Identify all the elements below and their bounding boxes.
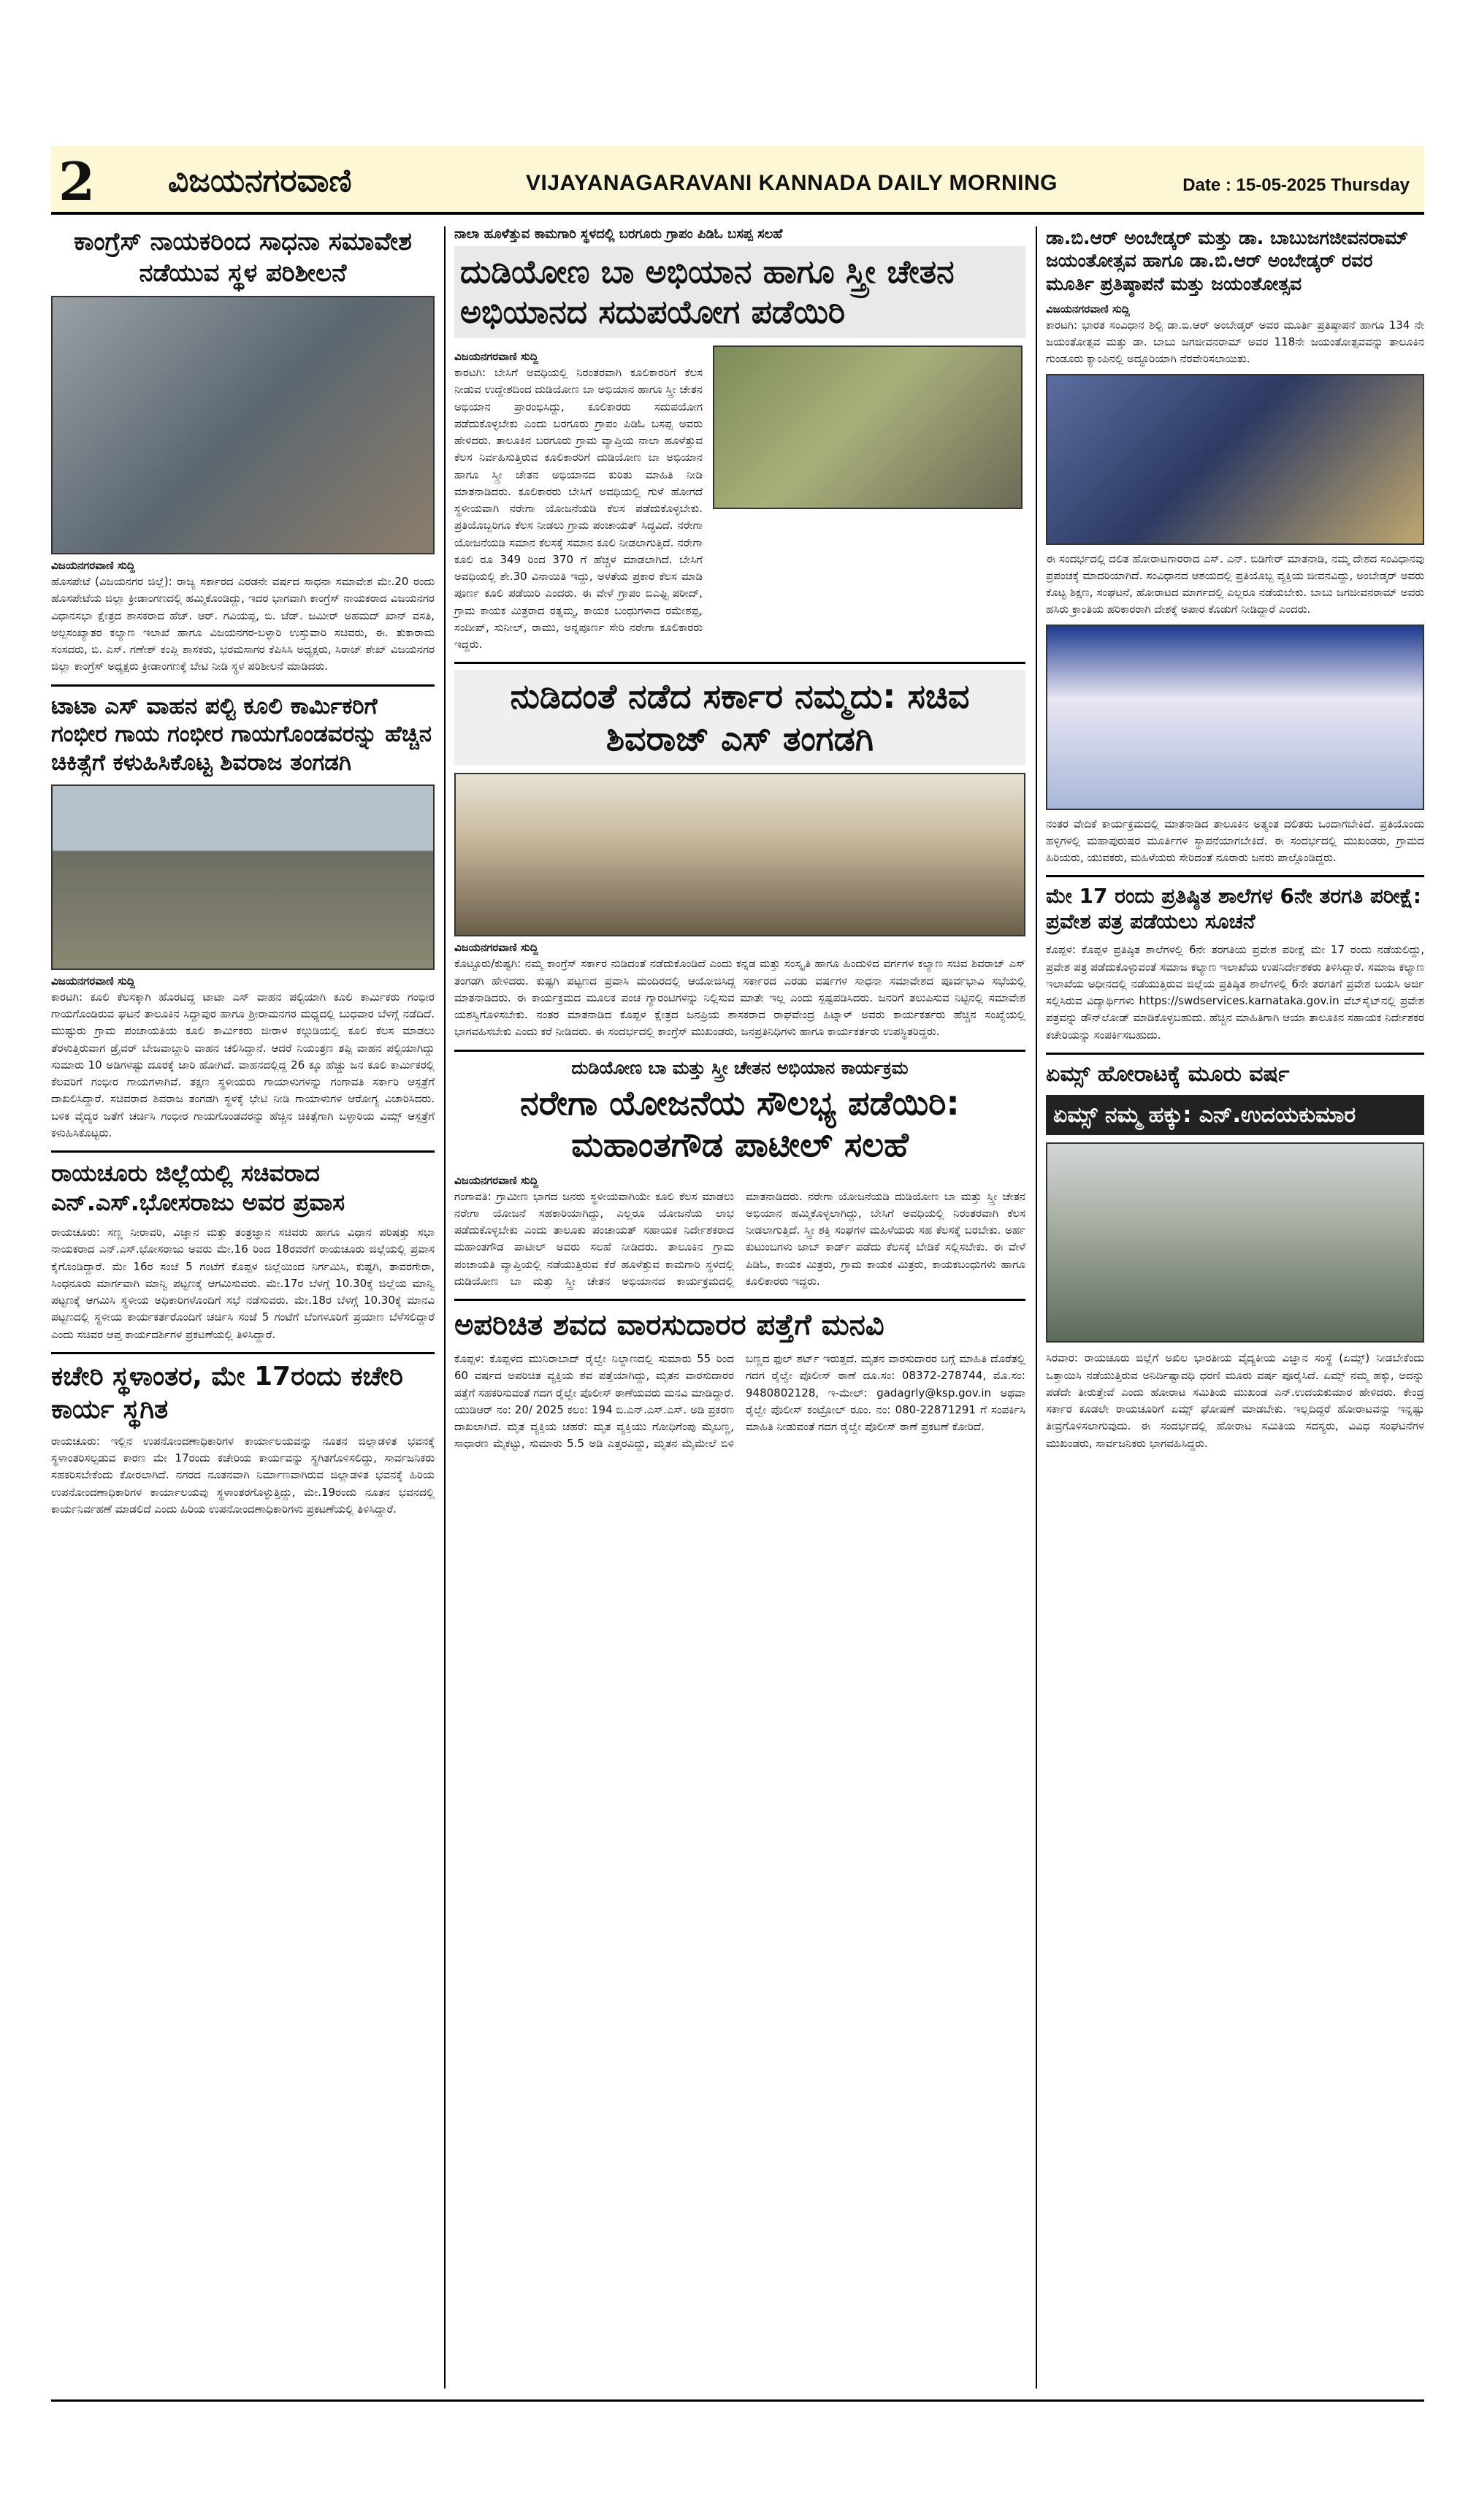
headline: ನುಡಿದಂತೆ ನಡೆದ ಸರ್ಕಾರ ನಮ್ಮದು: ಸಚಿವ ಶಿವರಾಜ್ ಎಸ್ ತಂಗಡಗಿ: [510, 676, 970, 758]
headline: ಕಚೇರಿ ಸ್ಥಳಾಂತರ, ಮೇ 17ರಂದು ಕಚೇರಿ ಕಾರ್ಯ ಸ್ಥಗಿತ: [51, 1361, 403, 1424]
byline: ವಿಜಯನಗರವಾಣಿ ಸುದ್ದಿ: [51, 559, 135, 572]
article-body: ಕಾರಟಗಿ: ಭಾರತ ಸಂವಿಧಾನ ಶಿಲ್ಪಿ ಡಾ.ಬಿ.ಆರ್ ಅಂಬೇಡ್ಕರ್ ಅವರ ಮೂರ್ತಿ ಪ್ರತಿಷ್ಠಾಪನೆ ಹಾಗೂ 134 ನೇ ಜಯಂತೋತ್ಸವ ಮತ್ತು ಡಾ. ಬಾಬು ಜಗಜೀವನರಾಮ್ ಅವರ 118ನೇ ಜಯಂತೋತ್ಸವವನ್ನು ತಾಲೂಕಿನ ಗುಂಡೂರು ಕ್ಯಾಂಪಿನಲ್ಲಿ ಅದ್ಧೂರಿಯಾಗಿ ನೆರವೇರಿಸಲಾಯಿತು.: [1046, 318, 1424, 366]
byline: ವಿಜಯನಗರವಾಣಿ ಸುದ್ದಿ: [1046, 302, 1130, 316]
article-body: ಕೊಪ್ಪಳ: ಕೊಪ್ಪಳ ಪ್ರತಿಷ್ಠಿತ ಶಾಲೆಗಳಲ್ಲಿ 6ನೇ ತರಗತಿಯ ಪ್ರವೇಶ ಪರೀಕ್ಷೆ ಮೇ 17 ರಂದು ನಡೆಯಲಿದ್ದು, ಪ್ರವೇಶ ಪತ್ರ ಪಡೆದುಕೊಳ್ಳುವಂತೆ ಸಮಾಜ ಕಲ್ಯಾಣ ಇಲಾಖೆಯ ಉಪನಿರ್ದೇಶಕರು ತಿಳಿಸಿದ್ದಾರೆ. ಸಮಾಜ ಕಲ್ಯಾಣ ಇಲಾಖೆಯ ಅಧೀನದಲ್ಲಿ ನಡೆಯುತ್ತಿರುವ ಜಿಲ್ಲೆಯ ಪ್ರತಿಷ್ಠಿತ ಶಾಲೆಗಳಲ್ಲಿ 6ನೇ ತರಗತಿಗೆ ಪ್ರವೇಶ ಬಯಸಿ ಅರ್ಜಿ ಸಲ್ಲಿಸಿರುವ ವಿದ್ಯಾರ್ಥಿಗಳು https://swdservices.karnataka.gov.in ವೆಬ್‌ಸೈಟ್‌ನಲ್ಲಿ ಪ್ರವೇಶ ಪತ್ರವನ್ನು ಡೌನ್‌ಲೋಡ್ ಮಾಡಿಕೊಳ್ಳಬಹುದು. ಹೆಚ್ಚಿನ ಮಾಹಿತಿಗಾಗಿ ಆಯಾ ತಾಲೂಕಿನ ಸಹಾಯಕ ನಿರ್ದೇಶಕರ ಕಚೇರಿಯನ್ನು ಸಂಪರ್ಕಿಸಬಹುದು.: [1046, 943, 1424, 1042]
photo-nrega-workers: [713, 345, 1023, 509]
headline: ಟಾಟಾ ಎಸ್ ವಾಹನ ಪಲ್ಟಿ ಕೂಲಿ ಕಾರ್ಮಿಕರಿಗೆ ಗಂಭೀರ ಗಾಯ ಗಂಭೀರ ಗಾಯಗೊಂಡವರನ್ನು ಹೆಚ್ಚಿನ ಚಿಕಿತ್ಸೆಗೆ ಕಳುಹಿಸಿಕೊಟ್ಟ ಶಿವರಾಜ ತಂಗಡಗಿ: [51, 692, 432, 776]
kicker: ನಾಲಾ ಹೂಳೆತ್ತುವ ಕಾಮಗಾರಿ ಸ್ಥಳದಲ್ಲಿ ಬರಗೂರು ಗ್ರಾಪಂ ಪಿಡಿಓ ಬಸಪ್ಪ ಸಲಹೆ: [454, 226, 783, 242]
article-accident: [51, 684, 435, 1142]
column-middle: [454, 226, 1025, 1453]
article-nrega-patil: [454, 1050, 1025, 1291]
article-samavesha: [51, 226, 435, 676]
article-nudidante: [454, 662, 1025, 1040]
photo-ambedkar-statue: [1046, 374, 1424, 545]
headline: ಏಮ್ಸ್ ನಮ್ಮ ಹಕ್ಕು: ಎನ್.ಉದಯಕುಮಾರ: [1046, 1095, 1424, 1135]
headline: ಮೇ 17 ರಂದು ಪ್ರತಿಷ್ಠಿತ ಶಾಲೆಗಳ 6ನೇ ತರಗತಿ ಪರೀಕ್ಷೆ: ಪ್ರವೇಶ ಪತ್ರ ಪಡೆಯಲು ಸೂಚನೆ: [1046, 884, 1421, 934]
kicker: ದುಡಿಯೋಣ ಬಾ ಮತ್ತು ಸ್ತ್ರೀ ಚೇತನ ಅಭಿಯಾನ ಕಾರ್ಯಕ್ರಮ: [571, 1057, 909, 1078]
newspaper-english-name: VIJAYANAGARAVANI KANNADA DAILY MORNING: [526, 171, 1058, 195]
article-body: ಹೊಸಪೇಟೆ (ವಿಜಯನಗರ ಜಿಲ್ಲೆ): ರಾಜ್ಯ ಸರ್ಕಾರದ ಎರಡನೇ ವರ್ಷದ ಸಾಧನಾ ಸಮಾವೇಶ ಮೇ.20 ರಂದು ಹೊಸಪೇಟೆಯ ಜಿಲ್ಲಾ ಕ್ರೀಡಾಂಗಣದಲ್ಲಿ ಹಮ್ಮಿಕೊಂಡಿದ್ದು, ಇದರ ಭಾಗವಾಗಿ ಕಾಂಗ್ರೆಸ್ ನಾಯಕರಾದ ವಿಜಯನಗರ ವಿಧಾನಸಭಾ ಕ್ಷೇತ್ರದ ಶಾಸಕರಾದ ಹೆಚ್. ಆರ್. ಗವಿಯಪ್ಪ, ಬಿ. ಜೆಡ್. ಜಮೀರ್ ಅಹಮದ್ ಖಾನ್ ವಸತಿ, ಅಲ್ಪಸಂಖ್ಯಾತರ ಕಲ್ಯಾಣ ಇಲಾಖೆ ಹಾಗೂ ವಿಜಯನಗರ-ಬಳ್ಳಾರಿ ಉಸ್ತುವಾರಿ ಸಚಿವರು, ಈ. ತುಕಾರಾಮ ಸಂಸದರು, ಬಿ. ಎಸ್. ಗಣೇಶ್ ಕಂಪ್ಲಿ ಶಾಸಕರು, ಭರಮಸಾಗರ ಕೆಪಿಸಿಸಿ ಅಧ್ಯಕ್ಷರು, ಸಿರಾಜ್ ಶೇಖ್ ವಿಜಯನಗರ ಜಿಲ್ಲಾ ಕಾಂಗ್ರೆಸ್ ಅಧ್ಯಕ್ಷರು ಕ್ರೀಡಾಂಗಣಕ್ಕೆ ಬೇಟಿ ನೀಡಿ ಸ್ಥಳ ಪರಿಶೀಲನೆ ಮಾಡಿದರು.: [51, 575, 435, 673]
article-office-shift: [51, 1352, 435, 1518]
headline-box: [454, 246, 1025, 338]
article-body: ಈ ಸಂದರ್ಭದಲ್ಲಿ ದಲಿತ ಹೋರಾಟಗಾರರಾದ ಎಸ್. ಎನ್. ಬಿಡಿಗೇರ್ ಮಾತನಾಡಿ, ನಮ್ಮ ದೇಶದ ಸಂವಿಧಾನವು ಪ್ರಪಂಚಕ್ಕೆ ಮಾದರಿಯಾಗಿದೆ. ಸಂವಿಧಾನದ ಆಶಯದಲ್ಲಿ ಪ್ರತಿಯೊಬ್ಬ ವ್ಯಕ್ತಿಯ ಜೀವನವಿದ್ದು, ಅಂಬೇಡ್ಕರ್ ಅವರು ಕೊಟ್ಟ ಶಿಕ್ಷಣ, ಸಂಘಟನೆ, ಹೋರಾಟದ ಮಾರ್ಗದಲ್ಲಿ ಎಲ್ಲರೂ ನಡೆಯಬೇಕು. ಬಾಬು ಜಗಜೀವನರಾಮ್ ಅವರು ಹಸಿರು ಕ್ರಾಂತಿಯ ಹರಿಕಾರರಾಗಿ ದೇಶಕ್ಕೆ ಅಪಾರ ಕೊಡುಗೆ ನೀಡಿದ್ದಾರೆ ಎಂದರು.: [1046, 551, 1424, 616]
article-body: ಗಂಗಾವತಿ: ಗ್ರಾಮೀಣ ಭಾಗದ ಜನರು ಸ್ಥಳೀಯವಾಗಿಯೇ ಕೂಲಿ ಕೆಲಸ ಮಾಡಲು ನರೇಗಾ ಯೋಜನೆ ಸಹಕಾರಿಯಾಗಿದ್ದು, ಎಲ್ಲರೂ ಯೋಜನೆಯ ಲಾಭ ಪಡೆದುಕೊಳ್ಳಬೇಕು ಎಂದು ತಾಲೂಕು ಪಂಚಾಯತ್ ಸಹಾಯಕ ನಿರ್ದೇಶಕರಾದ ಮಹಾಂತಗೌಡ ಪಾಟೀಲ್ ಅವರು ಸಲಹೆ ನೀಡಿದರು. ತಾಲೂಕಿನ ಗ್ರಾಮ ಪಂಚಾಯತಿ ವ್ಯಾಪ್ತಿಯಲ್ಲಿ ನಡೆಯುತ್ತಿರುವ ಕೆರೆ ಹೂಳೆತ್ತುವ ಕಾಮಗಾರಿ ಸ್ಥಳದಲ್ಲಿ ದುಡಿಯೋಣ ಬಾ ಮತ್ತು ಸ್ತ್ರೀ ಚೇತನ ಅಭಿಯಾನದ ಕಾರ್ಯಕ್ರಮದಲ್ಲಿ ಮಾತನಾಡಿದರು. ನರೇಗಾ ಯೋಜನೆಯಡಿ ದುಡಿಯೋಣ ಬಾ ಮತ್ತು ಸ್ತ್ರೀ ಚೇತನ ಅಭಿಯಾನ ಹಮ್ಮಿಕೊಳ್ಳಲಾಗಿದ್ದು, ಬೇಸಿಗೆ ಅವಧಿಯಲ್ಲಿ ನಿರಂತರವಾಗಿ ಕೆಲಸ ನೀಡಲಾಗುತ್ತಿದೆ. ಸ್ತ್ರೀ ಶಕ್ತಿ ಸಂಘಗಳ ಮಹಿಳೆಯರು ಸಹ ಕೆಲಸಕ್ಕೆ ಬರಬೇಕು. ಅರ್ಹ ಕುಟುಂಬಗಳು ಜಾಬ್ ಕಾರ್ಡ್ ಪಡೆದು ಕೆಲಸಕ್ಕೆ ಬೇಡಿಕೆ ಸಲ್ಲಿಸಬೇಕು. ಈ ವೇಳೆ ಪಿಡಿಓ, ಕಾಯಕ ಮಿತ್ರರು, ಗ್ರಾಮ ಕಾಯಕ ಮಿತ್ರರು, ಕಾಯಕಬಂಧುಗಳು ಹಾಗೂ ಕೂಲಿಕಾರರು ಇದ್ದರು.: [454, 1189, 1025, 1288]
masthead: [51, 146, 1424, 215]
article-body: ಸಿರವಾರ: ರಾಯಚೂರು ಜಿಲ್ಲೆಗೆ ಅಖಿಲ ಭಾರತೀಯ ವೈದ್ಯಕೀಯ ವಿಜ್ಞಾನ ಸಂಸ್ಥೆ (ಏಮ್ಸ್) ನೀಡಬೇಕೆಂದು ಒತ್ತಾಯಿಸಿ ನಡೆಯುತ್ತಿರುವ ಅನಿರ್ದಿಷ್ಟಾವಧಿ ಧರಣಿ ಮೂರು ವರ್ಷ ಪೂರೈಸಿದೆ. ಏಮ್ಸ್ ನಮ್ಮ ಹಕ್ಕು, ಅದನ್ನು ಪಡೆದೇ ತೀರುತ್ತೇವೆ ಎಂದು ಹೋರಾಟ ಸಮಿತಿಯ ಮುಖಂಡ ಎನ್.ಉದಯಕುಮಾರ ಹೇಳಿದರು. ಕೇಂದ್ರ ಸರ್ಕಾರ ಕೂಡಲೇ ರಾಯಚೂರಿಗೆ ಏಮ್ಸ್ ಘೋಷಣೆ ಮಾಡಬೇಕು. ಇಲ್ಲದಿದ್ದರೆ ಹೋರಾಟವನ್ನು ಇನ್ನಷ್ಟು ತೀವ್ರಗೊಳಿಸಲಾಗುವುದು. ಈ ಸಂದರ್ಭದಲ್ಲಿ ಹೋರಾಟ ಸಮಿತಿಯ ಸದಸ್ಯರು, ವಿವಿಧ ಸಂಘಟನೆಗಳ ಮುಖಂಡರು, ಸಾರ್ವಜನಿಕರು ಭಾಗವಹಿಸಿದ್ದರು.: [1046, 1351, 1424, 1450]
newspaper-logo: ವಿಜಯನಗರವಾಣಿ: [168, 162, 352, 199]
byline: ವಿಜಯನಗರವಾಣಿ ಸುದ್ದಿ: [51, 974, 135, 988]
article-body: ಕಾರಟಗಿ: ಕೂಲಿ ಕೆಲಸಕ್ಕಾಗಿ ಹೊರಟಿದ್ದ ಟಾಟಾ ಎಸ್ ವಾಹನ ಪಲ್ಟಿಯಾಗಿ ಕೂಲಿ ಕಾರ್ಮಿಕರು ಗಂಭೀರ ಗಾಯಗೊಂಡಿರುವ ಘಟನೆ ತಾಲೂಕಿನ ಸಿದ್ದಾಪುರ ಹಾಗೂ ಶ್ರೀರಾಮನಗರ ಮಧ್ಯದಲ್ಲಿ ಬುಧವಾರ ಬೆಳಗ್ಗೆ ನಡೆದಿದೆ. ಮುಷ್ಟುರು ಗ್ರಾಮ ಪಂಚಾಯತಿಯ ಕೂಲಿ ಕಾರ್ಮಿಕರು ಜೀರಾಳ ಕಲ್ಗುಡಿಯಲ್ಲಿ ಕೂಲಿ ಕೆಲಸ ಮಾಡಲು ತೆರಳುತ್ತಿರುವಾಗ ಡ್ರೈವರ್ ಬೇಜವಾಬ್ದಾರಿ ವಾಹನ ಚಲಿಸಿದ್ದಾನೆ. ಆದರೆ ನಿಯಂತ್ರಣ ತಪ್ಪಿ ವಾಹನ ಪಲ್ಟಿಯಾಗಿದ್ದು ಸುಮಾರು 10 ಅಡಿಗಳಷ್ಟು ದೂರಕ್ಕೆ ಜಾರಿ ಹೋಗಿದೆ. ವಾಹನದಲ್ಲಿದ್ದ 26 ಕ್ಕೂ ಹೆಚ್ಚು ಜನ ಕೂಲಿ ಕಾರ್ಮಿಕರಲ್ಲಿ ಕೆಲವರಿಗೆ ಗಂಭೀರ ಗಾಯಗಳಾಗಿವೆ. ತಕ್ಷಣ ಸ್ಥಳೀಯರು ಗಾಯಾಳುಗಳನ್ನು ಗಂಗಾವತಿ ಸರ್ಕಾರಿ ಆಸ್ಪತ್ರೆಗೆ ದಾಖಲಿಸಿದ್ದಾರೆ. ಸಚಿವರಾದ ಶಿವರಾಜ ತಂಗಡಗಿ ಸ್ಥಳಕ್ಕೆ ಭೇಟಿ ನೀಡಿ ಗಾಯಾಳುಗಳ ಆರೋಗ್ಯ ವಿಚಾರಿಸಿದರು. ಬಳಿಕ ವೈದ್ಯರ ಜತೆಗೆ ಚರ್ಚಿಸಿ ಗಂಭೀರ ಗಾಯಗೊಂಡವರನ್ನು ಹೆಚ್ಚಿನ ಚಿಕಿತ್ಸೆಗಾಗಿ ಬಳ್ಳಾರಿಯ ವಿಮ್ಸ್ ಆಸ್ಪತ್ರೆಗೆ ಕಳುಹಿಸಿಕೊಟ್ಟರು.: [51, 990, 435, 1139]
photo-accident-scene: [51, 784, 435, 970]
article-ambedkar: [1046, 226, 1424, 866]
page-bottom-rule: [51, 2399, 1424, 2402]
article-dudiyona-ba: [454, 226, 1025, 653]
article-body: ರಾಯಚೂರು: ಸಣ್ಣ ನೀರಾವರಿ, ವಿಜ್ಞಾನ ಮತ್ತು ತಂತ್ರಜ್ಞಾನ ಸಚಿವರು ಹಾಗೂ ವಿಧಾನ ಪರಿಷತ್ತು ಸಭಾ ನಾಯಕರಾದ ಎನ್.ಎಸ್.ಭೋಸರಾಜು ಅವರು ಮೇ.16 ರಿಂದ 18ರವರೆಗೆ ರಾಯಚೂರು ಜಿಲ್ಲೆಯಲ್ಲಿ ಪ್ರವಾಸ ಕೈಗೊಂಡಿದ್ದಾರೆ. ಮೇ 16ರ ಸಂಜೆ 5 ಗಂಟೆಗೆ ಕೊಪ್ಪಳ ಜಿಲ್ಲೆಯಿಂದ ನಿರ್ಗಮಿಸಿ, ಕುಷ್ಟಗಿ, ತಾವರಗೇರಾ, ಸಿಂಧನೂರು ಮಾರ್ಗವಾಗಿ ಮಾನ್ವಿ ಪಟ್ಟಣಕ್ಕೆ ಆಗಮಿಸುವರು. ಮೇ.17ರ ಬೆಳಗ್ಗೆ 10.30ಕ್ಕೆ ಜಿಲ್ಲೆಯ ಮಾನ್ವಿ ಪಟ್ಟಣಕ್ಕೆ ಆಗಮಿಸಿ ಸ್ಥಳೀಯ ಅಧಿಕಾರಿಗಳೊಂದಿಗೆ ಸಭೆ ನಡೆಸುವರು. ಮೇ.18ರ ಬೆಳಗ್ಗೆ 10.30ಕ್ಕೆ ಮಾನವಿ ಪಟ್ಟಣದಲ್ಲಿ ಸ್ಥಳೀಯ ಕಾರ್ಯಕರ್ತರೊಂದಿಗೆ ಚರ್ಚಿಸಿ ಸಂಜೆ 5 ಗಂಟೆಗೆ ಬೆಂಗಳೂರಿಗೆ ಪ್ರಯಾಣ ಬೆಳೆಸಲಿದ್ದಾರೆ ಎಂದು ಸಚಿವರ ಆಪ್ತ ಕಾರ್ಯದರ್ಶಿಗಳ ಪ್ರಕಟಣೆಯಲ್ಲಿ ತಿಳಿಸಿದ್ದಾರೆ.: [51, 1226, 435, 1341]
headline: ಡಾ.ಬಿ.ಆರ್ ಅಂಬೇಡ್ಕರ್ ಮತ್ತು ಡಾ. ಬಾಬುಜಗಜೀವನರಾಮ್ ಜಯಂತೋತ್ಸವ ಹಾಗೂ ಡಾ.ಬಿ.ಆರ್ ಅಂಬೇಡ್ಕರ್ ರವರ ಮೂರ್ತಿ ಪ್ರತಿಷ್ಠಾಪನೆ ಮತ್ತು ಜಯಂತೋತ್ಸವ: [1046, 227, 1408, 294]
article-unidentified-body: [454, 1299, 1025, 1453]
byline: ವಿಜಯನಗರವಾಣಿ ಸುದ್ದಿ: [454, 941, 538, 955]
article-body: ಕಾರಟಗಿ: ಬೇಸಿಗೆ ಅವಧಿಯಲ್ಲಿ ನಿರಂತರವಾಗಿ ಕೂಲಿಕಾರರಿಗೆ ಕೆಲಸ ನೀಡುವ ಉದ್ದೇಶದಿಂದ ದುಡಿಯೋಣ ಬಾ ಅಭಿಯಾನ ಹಾಗೂ ಸ್ತ್ರೀ ಚೇತನ ಅಭಿಯಾನ ಪ್ರಾರಂಭಿಸಿದ್ದು, ಕೂಲಿಕಾರರು ಸದುಪಯೋಗ ಪಡೆದುಕೊಳ್ಳಬೇಕು ಎಂದು ಬರಗೂರು ಗ್ರಾಪಂ ಪಿಡಿಓ ಬಸಪ್ಪ ಅವರು ಹೇಳಿದರು. ತಾಲೂಕಿನ ಬರಗೂರು ಗ್ರಾಮ ವ್ಯಾಪ್ತಿಯ ನಾಲಾ ಹೂಳೆತ್ತುವ ಕೆಲಸ ನಿರ್ವಹಿಸುತ್ತಿರುವ ಕೂಲಿಕಾರರಿಗೆ ದುಡಿಯೋಣ ಬಾ ಅಭಿಯಾನ ಹಾಗೂ ಸ್ತ್ರೀ ಚೇತನ ಅಭಿಯಾನದ ಕುರಿತು ಮಾಹಿತಿ ನೀಡಿ ಮಾತನಾಡಿದರು. ಕೂಲಿಕಾರರು ಬೇಸಿಗೆ ಅವಧಿಯಲ್ಲಿ ಗುಳೆ ಹೋಗದೆ ಸ್ಥಳೀಯವಾಗಿ ನರೇಗಾ ಯೋಜನೆಯಡಿ ಕೆಲಸ ಪಡೆದುಕೊಳ್ಳಬೇಕು. ಪ್ರತಿಯೊಬ್ಬರಿಗೂ ಕೆಲಸ ನೀಡಲು ಗ್ರಾಮ ಪಂಚಾಯತ್ ಸಿದ್ಧವಿದೆ. ನರೇಗಾ ಯೋಜನೆಯಡಿ ಸಮಾನ ಕೆಲಸಕ್ಕೆ ಸಮಾನ ಕೂಲಿ ನೀಡಲಾಗುತ್ತಿದೆ. ನರೇಗಾ ಕೂಲಿ ರೂ 349 ರಿಂದ 370 ಗೆ ಹೆಚ್ಚಳ ಮಾಡಲಾಗಿದೆ. ಬೇಸಿಗೆ ಅವಧಿಯಲ್ಲಿ ಶೇ.30 ವಿನಾಯಿತಿ ಇದ್ದು, ಅಳತೆಯ ಪ್ರಕಾರ ಕೆಲಸ ಮಾಡಿ ಪೂರ್ಣ ಕೂಲಿ ಪಡೆಯಿರಿ ಎಂದರು. ಈ ವೇಳೆ ಗ್ರಾಪಂ ಬಿಎಫ್ಟಿ ಪರೀದ್, ಗ್ರಾಮ ಕಾಯಕ ಮಿತ್ರರಾದ ರತ್ನಮ್ಮ, ಕಾಯಕ ಬಂಧುಗಳಾದ ರಮೇಶಪ್ಪ, ಸಂದೀಪ್, ಸುನೀಲ್, ರಾಮು, ಅನ್ನಪೂರ್ಣ ಸೇರಿ ನರೇಗಾ ಕೂಲಿಕಾರರು ಇದ್ದರು.: [454, 366, 703, 651]
kicker: ಏಮ್ಸ್ ಹೋರಾಟಕ್ಕೆ ಮೂರು ವರ್ಷ: [1046, 1061, 1290, 1087]
article-body: ಕೊಪ್ಪಳ: ಕೊಪ್ಪಳದ ಮುನಿರಾಬಾದ್ ರೈಲ್ವೇ ನಿಲ್ದಾಣದಲ್ಲಿ ಸುಮಾರು 55 ರಿಂದ 60 ವರ್ಷದ ಅಪರಿಚಿತ ವ್ಯಕ್ತಿಯ ಶವ ಪತ್ತೆಯಾಗಿದ್ದು, ಮೃತನ ವಾರಸುದಾರರ ಪತ್ತೆಗೆ ಸಹಕರಿಸುವಂತೆ ಗದಗ ರೈಲ್ವೇ ಪೊಲೀಸ್ ಠಾಣೆಯವರು ಮನವಿ ಮಾಡಿದ್ದಾರೆ. ಯುಡಿಆರ್ ನಂ: 20/ 2025 ಕಲಂ: 194 ಬಿ.ಎನ್.ಎಸ್.ಎಸ್. ಅಡಿ ಪ್ರಕರಣ ದಾಖಲಾಗಿದೆ. ಮೃತ ವ್ಯಕ್ತಿಯ ಚಹರೆ: ಮೃತ ವ್ಯಕ್ತಿಯು ಗೋಧಿಗೆಂಪು ಮೈಬಣ್ಣ, ಸಾಧಾರಣ ಮೈಕಟ್ಟು, ಸುಮಾರು 5.5 ಅಡಿ ಎತ್ತರವಿದ್ದು, ಮೃತನ ಮೈಮೇಲೆ ಬಿಳಿ ಬಣ್ಣದ ಫುಲ್ ಶರ್ಟ್ ಇರುತ್ತದೆ. ಮೃತನ ವಾರಸುದಾರರ ಬಗ್ಗೆ ಮಾಹಿತಿ ದೊರೆತಲ್ಲಿ ಗದಗ ರೈಲ್ವೇ ಪೊಲೀಸ್ ಠಾಣೆ ದೂ.ಸಂ: 08372-278744, ಮೊ.ಸಂ: 9480802128, ಇ-ಮೇಲ್: gadagrly@ksp.gov.in ಅಥವಾ ರೈಲ್ವೇ ಪೊಲೀಸ್ ಕಂಟ್ರೋಲ್ ರೂಂ. ನಂ: 080-22871291 ಗೆ ಸಂಪರ್ಕಿಸಿ ಮಾಹಿತಿ ನೀಡುವಂತೆ ಗದಗ ರೈಲ್ವೇ ಪೊಲೀಸ್ ಠಾಣೆ ಪ್ರಕಟಣೆ ಕೋರಿದೆ.: [454, 1352, 1025, 1451]
column-right: [1046, 226, 1424, 1452]
headline: ನರೇಗಾ ಯೋಜನೆಯ ಸೌಲಭ್ಯ ಪಡೆಯಿರಿ: ಮಹಾಂತಗೌಡ ಪಾಟೀಲ್ ಸಲಹೆ: [520, 1083, 960, 1164]
photo-aiims-protest: [1046, 1142, 1424, 1343]
article-body: ಕೊಟ್ಟೂರು/ಕುಷ್ಟಗಿ: ನಮ್ಮ ಕಾಂಗ್ರೆಸ್ ಸರ್ಕಾರ ನುಡಿದಂತೆ ನಡೆದುಕೊಂಡಿದೆ ಎಂದು ಕನ್ನಡ ಮತ್ತು ಸಂಸ್ಕೃತಿ ಹಾಗೂ ಹಿಂದುಳಿದ ವರ್ಗಗಳ ಕಲ್ಯಾಣ ಸಚಿವ ಶಿವರಾಜ್ ಎಸ್ ತಂಗಡಗಿ ಹೇಳಿದರು. ಕುಷ್ಟಗಿ ಪಟ್ಟಣದ ಪ್ರವಾಸಿ ಮಂದಿರದಲ್ಲಿ ಆಯೋಜಿಸಿದ್ದ ಸರ್ಕಾರದ ಎರಡು ವರ್ಷಗಳ ಸಾಧನಾ ಸಮಾವೇಶದ ಪೂರ್ವಭಾವಿ ಸಭೆಯಲ್ಲಿ ಮಾತನಾಡಿದರು. ಈ ಕಾರ್ಯಕ್ರಮದ ಮೂಲಕ ಪಂಚ ಗ್ಯಾರಂಟಿಗಳನ್ನು ನಿಲ್ಲಿಸುವ ಮಾತೇ ಇಲ್ಲ ಎಂದು ಸ್ಪಷ್ಟಪಡಿಸಿದರು. ಜನರಿಗೆ ತಲುಪಿಸುವ ನಿಟ್ಟಿನಲ್ಲಿ ಸಮಾವೇಶ ಯಶಸ್ವಿಗೊಳಿಸಬೇಕು. ನಂತರ ಮಾತನಾಡಿದ ಕೊಪ್ಪಳ ಕ್ಷೇತ್ರದ ಜನಪ್ರಿಯ ಶಾಸಕರಾದ ರಾಘವೇಂದ್ರ ಹಿಟ್ನಾಳ್ ಅವರು ಕಾರ್ಯಕರ್ತರು ಹೆಚ್ಚಿನ ಸಂಖ್ಯೆಯಲ್ಲಿ ಭಾಗವಹಿಸಬೇಕು ಎಂದು ಕರೆ ನೀಡಿದರು. ಈ ಸಂದರ್ಭದಲ್ಲಿ ಕಾಂಗ್ರೆಸ್ ಮುಖಂಡರು, ಜನಪ್ರತಿನಿಧಿಗಳು ಹಾಗೂ ಕಾರ್ಯಕರ್ತರು ಉಪಸ್ಥಿತರಿದ್ದರು.: [454, 957, 1025, 1039]
photo-stadium-visit: [51, 296, 435, 554]
column-left: [51, 226, 435, 1518]
headline-box: [454, 670, 1025, 765]
column-divider: [444, 226, 446, 2389]
article-body: ರಾಯಚೂರು: ಇಲ್ಲಿನ ಉಪನೋಂದಣಾಧಿಕಾರಿಗಳ ಕಾರ್ಯಾಲಯವನ್ನು ನೂತನ ಜಿಲ್ಲಾಡಳಿತ ಭವನಕ್ಕೆ ಸ್ಥಳಾಂತರಿಸಲ್ಪಡುವ ಕಾರಣ ಮೇ 17ರಂದು ಕಚೇರಿಯ ಕಾರ್ಯವನ್ನು ಸ್ಥಗಿತಗೊಳಿಸಲಿದ್ದು, ಸಾರ್ವಜನಿಕರು ಸಹಕರಿಸಬೇಕೆಂದು ಕೋರಲಾಗಿದೆ. ನಗರದ ನೂತನವಾಗಿ ನಿರ್ಮಾಣವಾಗಿರುವ ಜಿಲ್ಲಾಡಳಿತ ಭವನಕ್ಕೆ ಹಿರಿಯ ಉಪನೋಂದಣಾಧಿಕಾರಿಗಳ ಕಾರ್ಯಾಲಯವು ಸ್ಥಳಾಂತರಗೊಳ್ಳುತ್ತಿದ್ದು, ಮೇ.19ರಂದು ನೂತನ ಭವನದಲ್ಲಿ ಕಾರ್ಯನಿರ್ವಹಣೆ ಮಾಡಲಿದೆ ಎಂದು ಹಿರಿಯ ಉಪನೋಂದಣಾಧಿಕಾರಿಗಳು ಪ್ರಕಟಣೆಯಲ್ಲಿ ತಿಳಿಸಿದ್ದಾರೆ.: [51, 1434, 435, 1516]
issue-date: Date : 15-05-2025 Thursday: [1182, 175, 1410, 195]
photo-ambedkar-stage: [1046, 625, 1424, 810]
headline: ದುಡಿಯೋಣ ಬಾ ಅಭಿಯಾನ ಹಾಗೂ ಸ್ತ್ರೀ ಚೇತನ ಅಭಿಯಾನದ ಸದುಪಯೋಗ ಪಡೆಯಿರಿ: [460, 253, 955, 331]
article-body: ನಂತರ ವೇದಿಕೆ ಕಾರ್ಯಕ್ರಮದಲ್ಲಿ ಮಾತನಾಡಿದ ತಾಲೂಕಿನ ಅತ್ಯಂತ ದಲಿತರು ಒಂದಾಗಬೇಕಿದೆ. ಪ್ರತಿಯೊಂದು ಹಳ್ಳಿಗಳಲ್ಲಿ ಮಹಾಪುರುಷರ ಮೂರ್ತಿಗಳ ಸ್ಥಾಪನೆಯಾಗಬೇಕಿದೆ. ಈ ಸಂದರ್ಭದಲ್ಲಿ ಮುಖಂಡರು, ಗ್ರಾಮದ ಹಿರಿಯರು, ಯುವಕರು, ಮಹಿಳೆಯರು ಸೇರಿದಂತೆ ನೂರಾರು ಜನರು ಪಾಲ್ಗೊಂಡಿದ್ದರು.: [1046, 817, 1424, 864]
headline: ಅಪರಿಚಿತ ಶವದ ವಾರಸುದಾರರ ಪತ್ತೆಗೆ ಮನವಿ: [454, 1308, 884, 1342]
headline: ಕಾಂಗ್ರೆಸ್ ನಾಯಕರಿಂದ ಸಾಧನಾ ಸಮಾವೇಶ ನಡೆಯುವ ಸ್ಥಳ ಪರಿಶೀಲನೆ: [74, 227, 412, 288]
article-aiims: [1046, 1053, 1424, 1452]
headline: ರಾಯಚೂರು ಜಿಲ್ಲೆಯಲ್ಲಿ ಸಚಿವರಾದ ಎನ್.ಎಸ್.ಭೋಸರಾಜು ಅವರ ಪ್ರವಾಸ: [51, 1159, 345, 1216]
article-row: [454, 345, 1025, 653]
photo-meeting-hall: [454, 773, 1025, 936]
column-divider: [1036, 226, 1037, 2389]
article-school-exam: [1046, 875, 1424, 1044]
article-minister-tour: [51, 1150, 435, 1343]
article-text: [454, 345, 703, 653]
byline: ವಿಜಯನಗರವಾಣಿ ಸುದ್ದಿ: [454, 1173, 538, 1187]
byline: ವಿಜಯನಗರವಾಣಿ ಸುದ್ದಿ: [454, 350, 538, 363]
page-number: 2: [58, 150, 96, 213]
